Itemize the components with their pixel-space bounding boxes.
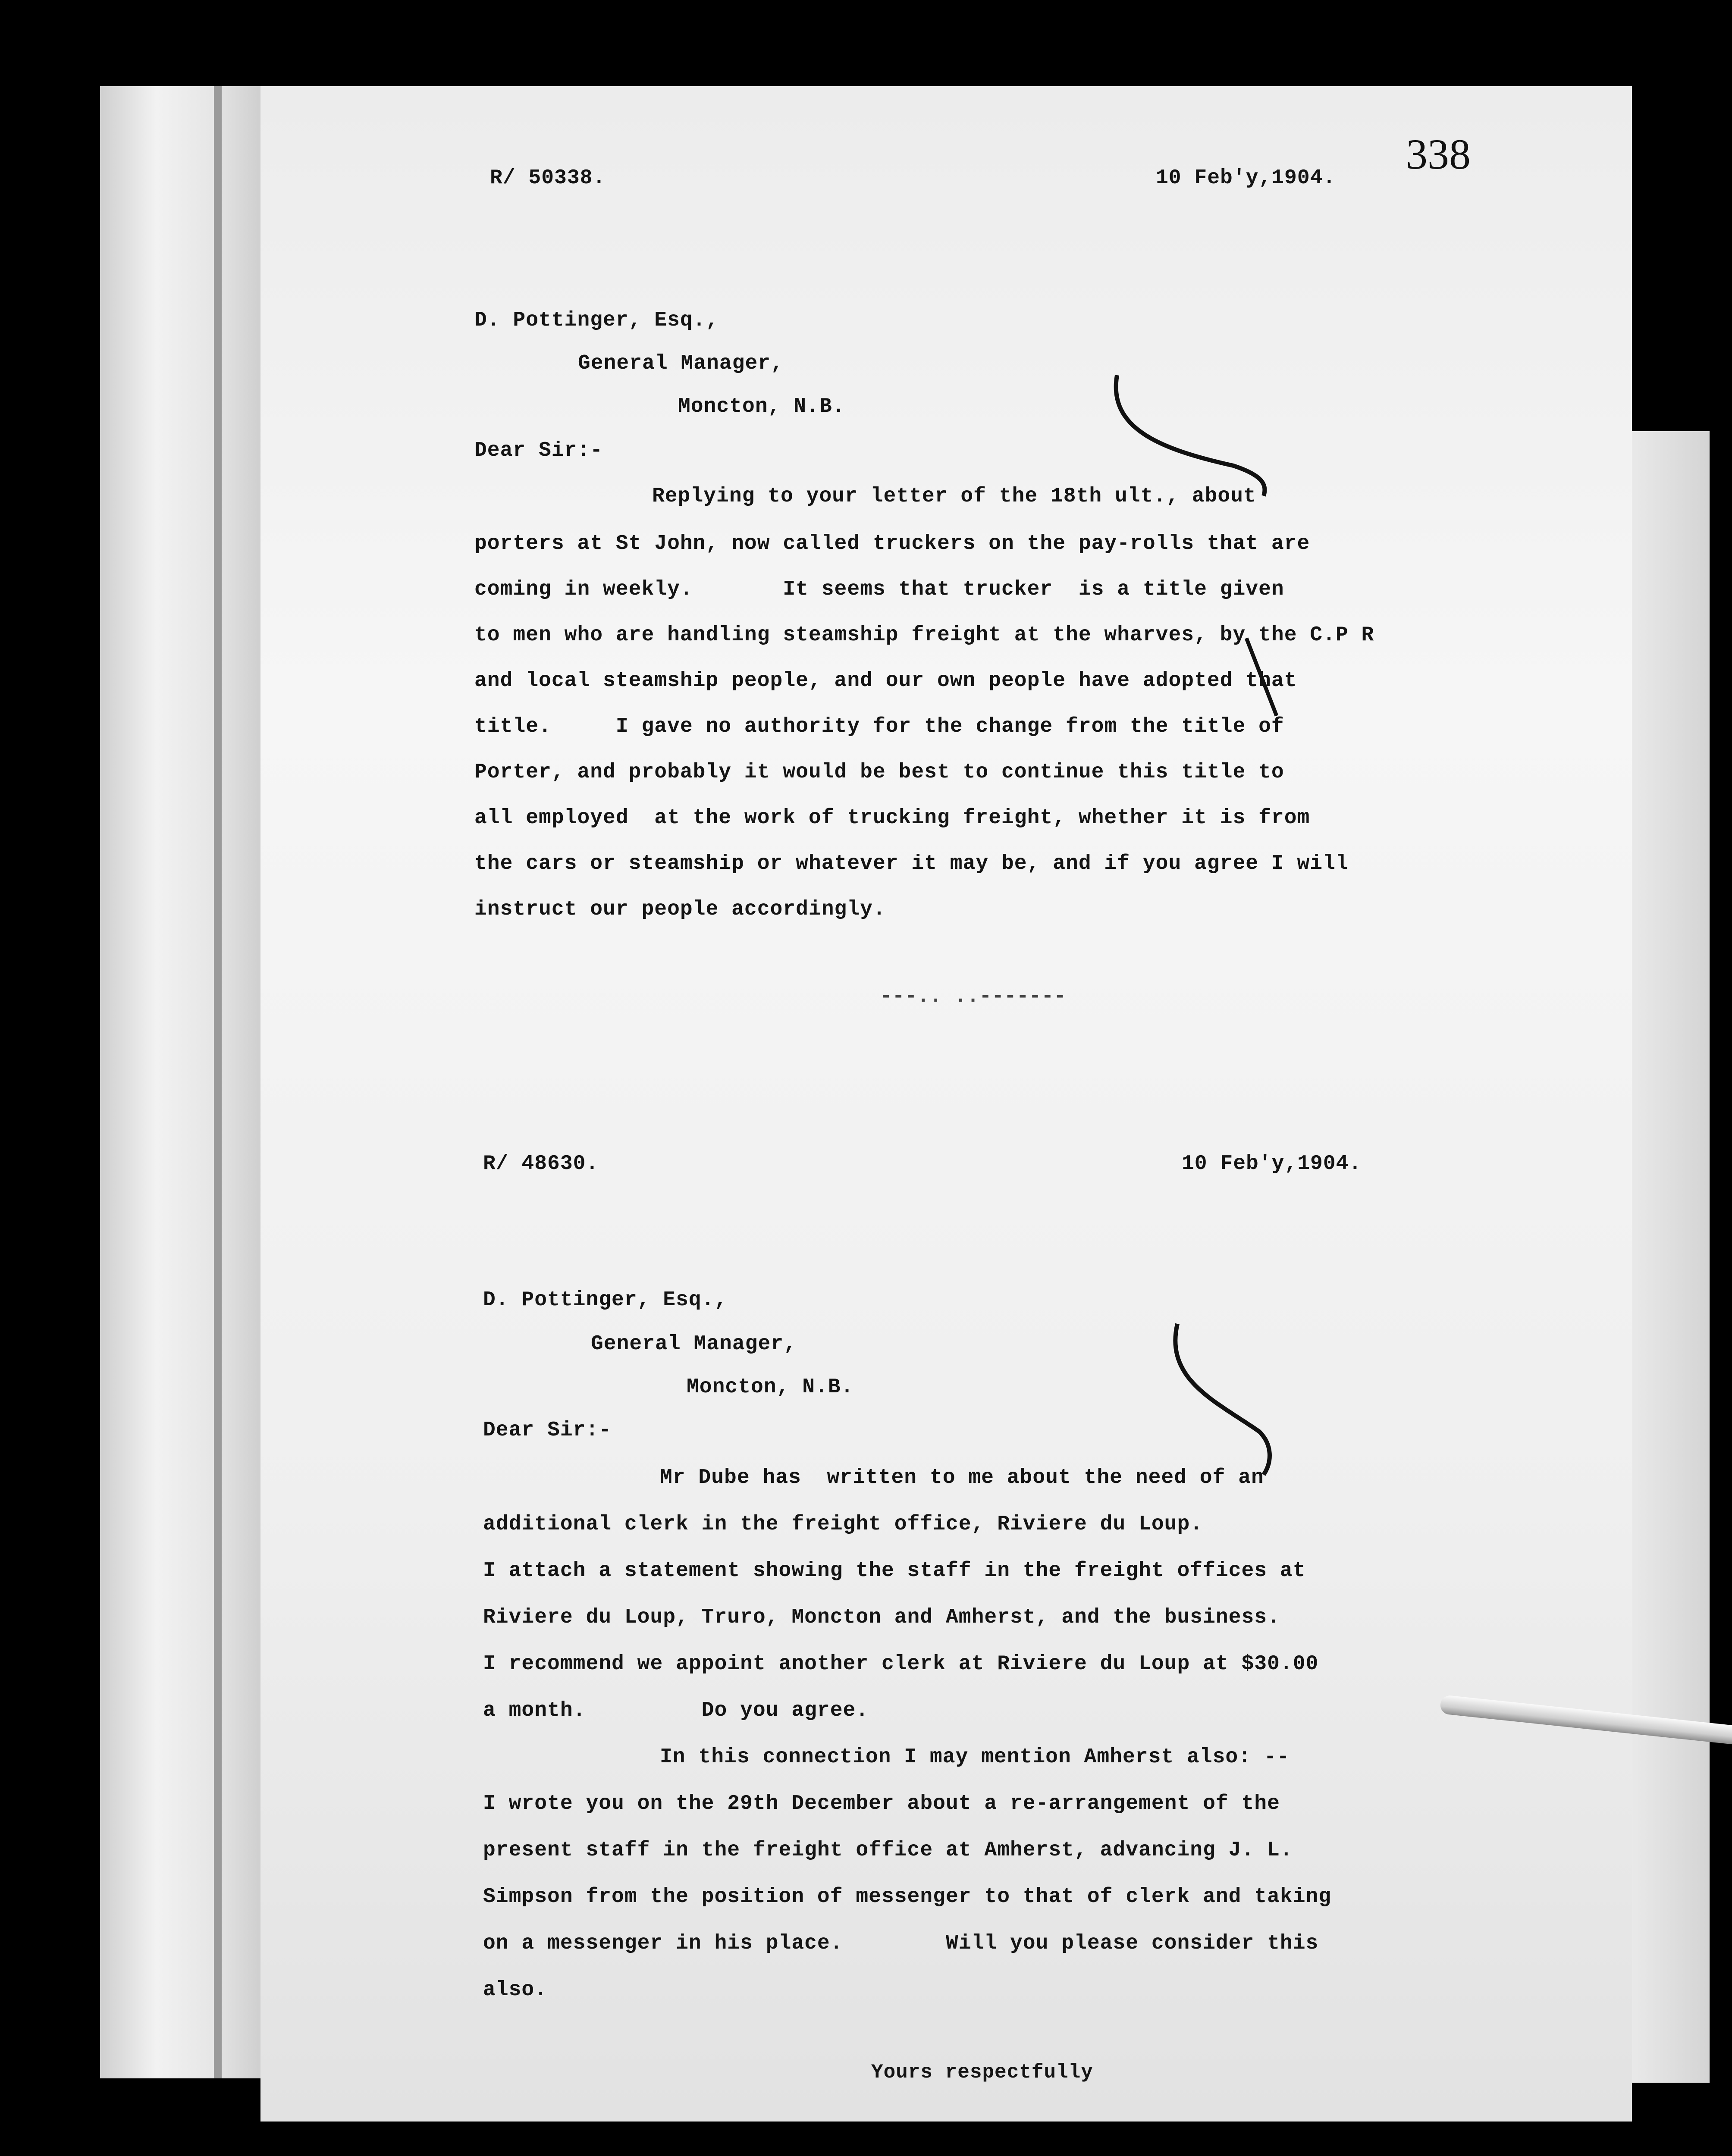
letter1-line: porters at St John, now called truckers on the pay-rolls that are	[474, 532, 1310, 555]
letter1-addressee-name: D. Pottinger, Esq.,	[474, 309, 719, 332]
letter2-line: I attach a statement showing the staff in the freight offices at	[483, 1559, 1306, 1583]
letter-separator: ---.. ..-------	[880, 985, 1067, 1008]
letter1-salutation: Dear Sir:-	[474, 439, 603, 462]
letter2-line: I recommend we appoint another clerk at Riviere du Loup at $30.00	[483, 1652, 1319, 1676]
letter1-line: Porter, and probably it would be best to continue this title to	[474, 761, 1284, 784]
letter1-line: all employed at the work of trucking freight, whether it is from	[474, 806, 1310, 830]
letter1-line: coming in weekly. It seems that trucker is a title given	[474, 578, 1284, 601]
letter1-ref: R/ 50338.	[490, 166, 606, 190]
letter2-line: on a messenger in his place. Will you please consider this	[483, 1932, 1319, 1955]
page-right-shadow	[1632, 431, 1710, 2083]
letter2-closing: Yours respectfully	[871, 2061, 1093, 2084]
letter2-date: 10 Feb'y,1904.	[1182, 1152, 1362, 1175]
letter1-line: title. I gave no authority for the change from the title of	[474, 715, 1284, 738]
letter2-line: present staff in the freight office at Amherst, advancing J. L.	[483, 1839, 1293, 1862]
letter2-line: In this connection I may mention Amherst also: --	[660, 1745, 1290, 1769]
letter2-line: also.	[483, 1978, 548, 2002]
letter2-line: additional clerk in the freight office, Riviere du Loup.	[483, 1513, 1203, 1536]
letter1-line: the cars or steamship or whatever it may be, and if you agree I will	[474, 852, 1349, 875]
letter2-addressee-title: General Manager,	[591, 1332, 797, 1356]
letter-page	[260, 86, 1632, 2122]
letter2-line: Mr Dube has written to me about the need of an	[660, 1466, 1264, 1489]
letter2-line: Simpson from the position of messenger to that of clerk and taking	[483, 1885, 1332, 1908]
letter1-addressee-place: Moncton, N.B.	[678, 395, 845, 418]
letter2-addressee-name: D. Pottinger, Esq.,	[483, 1288, 728, 1312]
letter2-addressee-place: Moncton, N.B.	[687, 1376, 854, 1399]
letter1-addressee-title: General Manager,	[578, 352, 784, 375]
letter1-line: Replying to your letter of the 18th ult., about	[652, 485, 1256, 508]
left-page-strip	[100, 86, 260, 2078]
letter1-line: and local steamship people, and our own people have adopted that	[474, 669, 1297, 693]
letter2-line: I wrote you on the 29th December about a re-arrangement of the	[483, 1792, 1280, 1815]
letter1-date: 10 Feb'y,1904.	[1156, 166, 1336, 190]
letter1-line: to men who are handling steamship freight at the wharves, by the C.P R	[474, 624, 1374, 647]
letter1-line: instruct our people accordingly.	[474, 898, 886, 921]
letter2-salutation: Dear Sir:-	[483, 1419, 612, 1442]
letter2-ref: R/ 48630.	[483, 1152, 599, 1175]
left-page-edge	[214, 86, 222, 2078]
page-number: 338	[1406, 130, 1471, 178]
letter2-line: Riviere du Loup, Truro, Moncton and Amherst, and the business.	[483, 1606, 1280, 1629]
letter2-line: a month. Do you agree.	[483, 1699, 869, 1722]
